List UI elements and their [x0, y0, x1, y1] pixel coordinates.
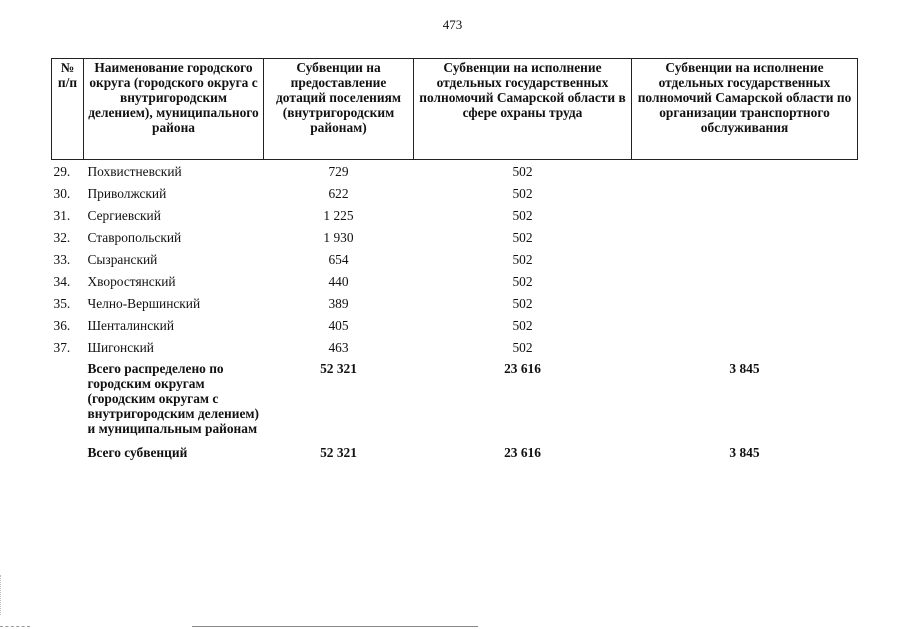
row-settlements: 405: [328, 317, 349, 333]
total-distributed-labor: 23 616: [504, 361, 541, 376]
row-transport: [632, 204, 858, 226]
row-labor: 502: [512, 229, 533, 245]
table-row: [52, 160, 858, 183]
row-num: 30.: [53, 185, 71, 201]
table-body: [52, 160, 858, 467]
table-row: [52, 270, 858, 292]
row-num: 29.: [53, 163, 71, 179]
row-settlements: 729: [328, 163, 349, 179]
row-labor: 502: [512, 251, 533, 267]
row-num: 35.: [53, 295, 71, 311]
row-transport: [632, 292, 858, 314]
row-num: 33.: [53, 251, 71, 267]
row-settlements: 1 930: [323, 229, 354, 245]
table-row: [52, 182, 858, 204]
total-subventions-transport: 3 845: [729, 445, 760, 460]
row-name: Ставропольский: [87, 229, 182, 245]
row-labor: 502: [512, 163, 533, 179]
subventions-table: [51, 58, 858, 466]
row-name: Шенталинский: [87, 317, 174, 333]
row-labor: 502: [512, 339, 533, 355]
row-num: 31.: [53, 207, 71, 223]
table-row: [52, 314, 858, 336]
row-transport: [632, 248, 858, 270]
row-name: Приволжский: [87, 185, 167, 201]
total-distributed-row: [52, 358, 858, 442]
total-num-cell: [52, 442, 84, 466]
table-row: [52, 248, 858, 270]
row-transport: [632, 226, 858, 248]
table-row: [52, 226, 858, 248]
table-header: [52, 59, 858, 160]
footnote-rule: [192, 626, 478, 627]
total-distributed-label: Всего распределено по городским округам (городским округам с внутригородским делением) и муниципальным районам: [87, 361, 259, 436]
row-settlements: 1 225: [323, 207, 354, 223]
row-transport: [632, 314, 858, 336]
total-num-cell: [52, 358, 84, 442]
total-subventions-label: Всего субвенций: [87, 445, 188, 460]
row-settlements: 654: [328, 251, 349, 267]
header-subsidy-settlements: Субвенции на предоставление дотаций поселениям (внутригородским районам): [264, 59, 414, 160]
total-distributed-transport: 3 845: [729, 361, 760, 376]
row-num: 36.: [53, 317, 71, 333]
row-name: Похвистневский: [87, 163, 182, 179]
row-settlements: 622: [328, 185, 349, 201]
row-labor: 502: [512, 317, 533, 333]
row-settlements: 463: [328, 339, 349, 355]
row-name: Сызранский: [87, 251, 158, 267]
total-subventions-row: [52, 442, 858, 466]
row-transport: [632, 182, 858, 204]
row-labor: 502: [512, 273, 533, 289]
row-labor: 502: [512, 185, 533, 201]
header-subsidy-transport: Субвенции на исполнение отдельных государственных полномочий Самарской области по организации транспортного обслуживания: [632, 59, 858, 160]
row-name: Шигонский: [87, 339, 154, 355]
row-transport: [632, 160, 858, 183]
row-settlements: 440: [328, 273, 349, 289]
table-row: [52, 336, 858, 358]
page-number: 473: [442, 17, 463, 32]
total-subventions-labor: 23 616: [504, 445, 541, 460]
scan-edge-marks: [0, 575, 7, 615]
scan-corner-mark: [0, 626, 30, 627]
header-num: № п/п: [52, 59, 84, 160]
total-subventions-settlements: 52 321: [320, 445, 357, 460]
table-row: [52, 292, 858, 314]
row-num: 37.: [53, 339, 71, 355]
row-name: Хворостянский: [87, 273, 176, 289]
row-labor: 502: [512, 207, 533, 223]
total-distributed-settlements: 52 321: [320, 361, 357, 376]
table-row: [52, 204, 858, 226]
row-name: Сергиевский: [87, 207, 161, 223]
row-settlements: 389: [328, 295, 349, 311]
row-transport: [632, 270, 858, 292]
row-transport: [632, 336, 858, 358]
row-num: 34.: [53, 273, 71, 289]
header-name: Наименование городского округа (городского округа с внутригородским делением), муниципального района: [84, 59, 264, 160]
row-num: 32.: [53, 229, 71, 245]
header-subsidy-labor: Субвенции на исполнение отдельных государственных полномочий Самарской области в сфере охраны труда: [414, 59, 632, 160]
row-labor: 502: [512, 295, 533, 311]
row-name: Челно-Вершинский: [87, 295, 201, 311]
